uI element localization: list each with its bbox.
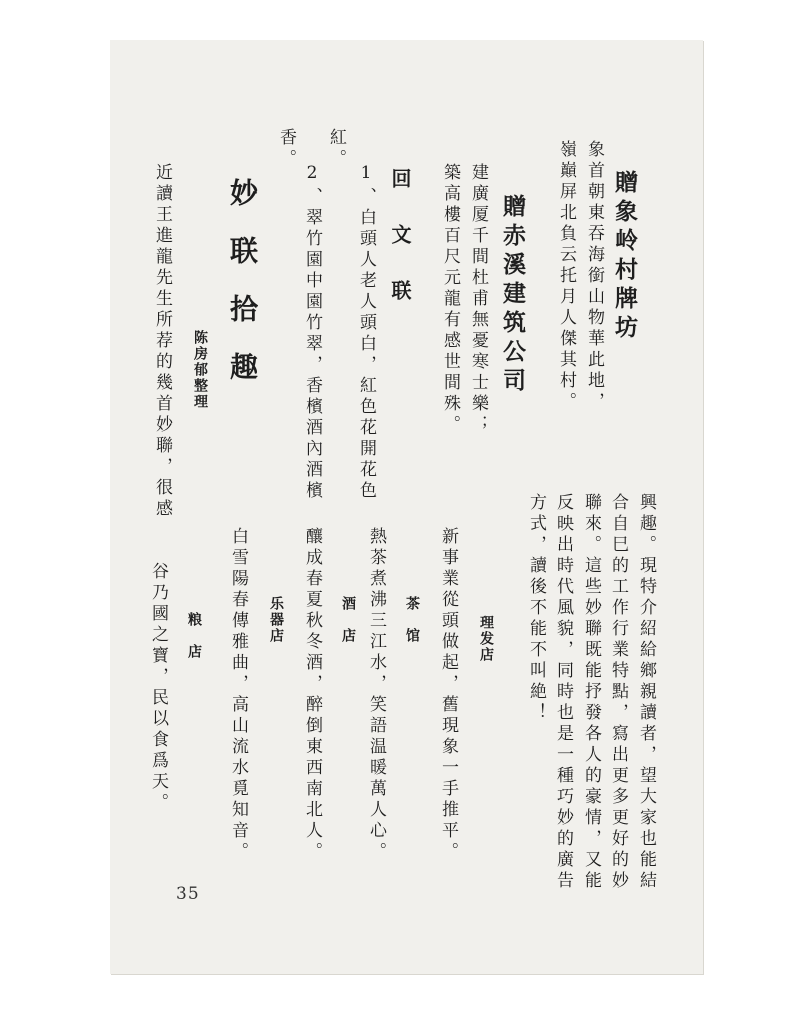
couplet-title-wineshop: 酒 店 — [340, 596, 356, 644]
couplet-line: 築高樓百尺元龍有感世間殊。 — [440, 163, 460, 436]
palindrome-item-1: 1、白頭人老人頭白，紅色花開花色 — [356, 163, 376, 502]
palindrome-item-2-cont: 香。 — [276, 128, 296, 170]
couplet-text-grain-shop: 谷乃國之寶，民以食爲天。 — [148, 562, 168, 814]
couplet-title-teahouse: 茶 馆 — [404, 596, 420, 644]
couplet-title-grain-shop: 粮 店 — [186, 612, 202, 660]
intro-line: 興趣。現特介紹給鄉親讀者，望大家也能結 — [636, 493, 656, 892]
couplet-title-barber: 理发店 — [478, 615, 494, 663]
couplet-line: 象首朝東吞海銜山物華此地， — [584, 140, 604, 413]
palindrome-item-1-cont: 紅。 — [326, 128, 346, 170]
intro-line: 方式，讀後不能不叫絶！ — [526, 493, 546, 724]
couplet-text-teahouse: 熱茶煮沸三江水，笑語温暖萬人心。 — [366, 527, 386, 863]
intro-line: 近讀王進龍先生所荐的幾首妙聯，很感 — [152, 163, 172, 520]
intro-line: 合自巳的工作行業特點，寫出更多更好的妙 — [608, 493, 628, 892]
couplet-title-music-shop: 乐器店 — [268, 596, 284, 644]
section-title-miaolian: 妙联拾趣 — [226, 178, 259, 410]
page-number: 35 — [176, 884, 200, 904]
intro-line: 聯來。這些妙聯既能抒發各人的豪情，又能 — [581, 493, 601, 892]
couplet-text-wineshop: 釀成春夏秋冬酒，醉倒東西南北人。 — [302, 527, 322, 863]
couplet-line: 建廣厦千間杜甫無憂寒士樂； — [468, 163, 488, 436]
section-title-huiwen: 回 文 联 — [388, 168, 412, 308]
author-credit: 陈房郁整理 — [192, 330, 208, 410]
couplet-text-music-shop: 白雪陽春傳雅曲，高山流水覓知音。 — [228, 527, 248, 863]
couplet-text-barber: 新事業從頭做起，舊現象一手推平。 — [438, 527, 458, 863]
couplet-line: 嶺巔屏北負云托月人傑其村。 — [556, 140, 576, 413]
section-title-chixi: 贈赤溪建筑公司 — [499, 194, 526, 397]
intro-line: 反映出時代風貌，同時也是一種巧妙的廣告 — [553, 493, 573, 892]
section-title-xiangling: 贈象岭村牌坊 — [611, 170, 638, 344]
palindrome-item-2: 2、翠竹園中園竹翠，香檳酒內酒檳 — [302, 163, 322, 502]
